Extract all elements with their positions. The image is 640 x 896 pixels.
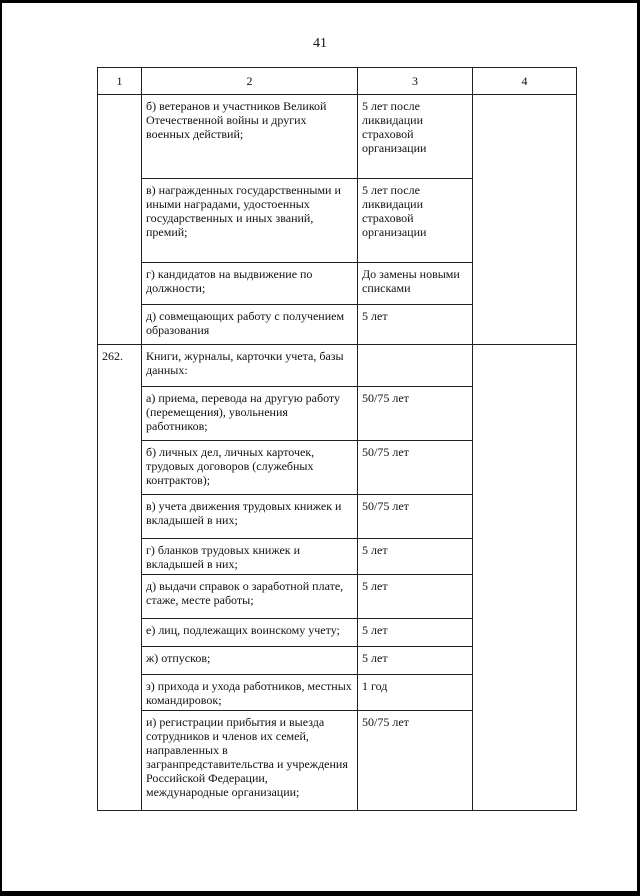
retention-term-cell: 5 лет после ликвидации страховой организации (358, 95, 473, 179)
document-type-cell: з) прихода и ухода работников, местных командировок; (142, 675, 358, 711)
document-type-cell: д) выдачи справок о заработной плате, стаже, месте работы; (142, 575, 358, 619)
retention-term-cell: 1 год (358, 675, 473, 711)
retention-term-cell: 50/75 лет (358, 387, 473, 441)
document-type-cell: Книги, журналы, карточки учета, базы данных: (142, 345, 358, 387)
retention-term-cell: 5 лет после ликвидации страховой организации (358, 179, 473, 263)
column-header: 1 (98, 68, 142, 95)
retention-term-cell: 5 лет (358, 647, 473, 675)
column-header: 3 (358, 68, 473, 95)
column-header: 4 (473, 68, 577, 95)
retention-term-cell: 5 лет (358, 575, 473, 619)
column-header: 2 (142, 68, 358, 95)
document-type-cell: в) учета движения трудовых книжек и вкладышей в них; (142, 495, 358, 539)
retention-term-cell: 50/75 лет (358, 711, 473, 811)
retention-table (97, 67, 577, 811)
retention-term-cell: 50/75 лет (358, 495, 473, 539)
retention-term-cell: 5 лет (358, 305, 473, 345)
scan-border-left (0, 0, 2, 896)
document-type-cell: а) приема, перевода на другую работу (перемещения), увольнения работников; (142, 387, 358, 441)
retention-term-cell (358, 345, 473, 387)
document-type-cell: б) ветеранов и участников Великой Отечественной войны и других военных действий; (142, 95, 358, 179)
document-type-cell: и) регистрации прибытия и выезда сотрудников и членов их семей, направленных в загранпредставительства и учреждения Российской Федерации, международные организации; (142, 711, 358, 811)
retention-term-cell: 50/75 лет (358, 441, 473, 495)
page-number: 41 (313, 36, 327, 51)
table-row (98, 95, 577, 179)
document-type-cell: в) награжденных государственными и иными наградами, удостоенных государственных и иных званий, премий; (142, 179, 358, 263)
scan-border-top (0, 0, 640, 3)
document-type-cell: е) лиц, подлежащих воинскому учету; (142, 619, 358, 647)
notes-cell (473, 345, 577, 811)
article-number-cell: 262. (98, 345, 142, 811)
document-type-cell: б) личных дел, личных карточек, трудовых договоров (служебных контрактов); (142, 441, 358, 495)
article-number-cell (98, 95, 142, 345)
document-type-cell: г) кандидатов на выдвижение по должности; (142, 263, 358, 305)
table-header-row (98, 68, 577, 95)
document-type-cell: д) совмещающих работу с получением образования (142, 305, 358, 345)
scan-border-bottom (0, 891, 640, 896)
notes-cell (473, 95, 577, 345)
table-row (98, 345, 577, 387)
retention-term-cell: До замены новыми списками (358, 263, 473, 305)
document-type-cell: ж) отпусков; (142, 647, 358, 675)
retention-term-cell: 5 лет (358, 539, 473, 575)
retention-term-cell: 5 лет (358, 619, 473, 647)
document-type-cell: г) бланков трудовых книжек и вкладышей в них; (142, 539, 358, 575)
